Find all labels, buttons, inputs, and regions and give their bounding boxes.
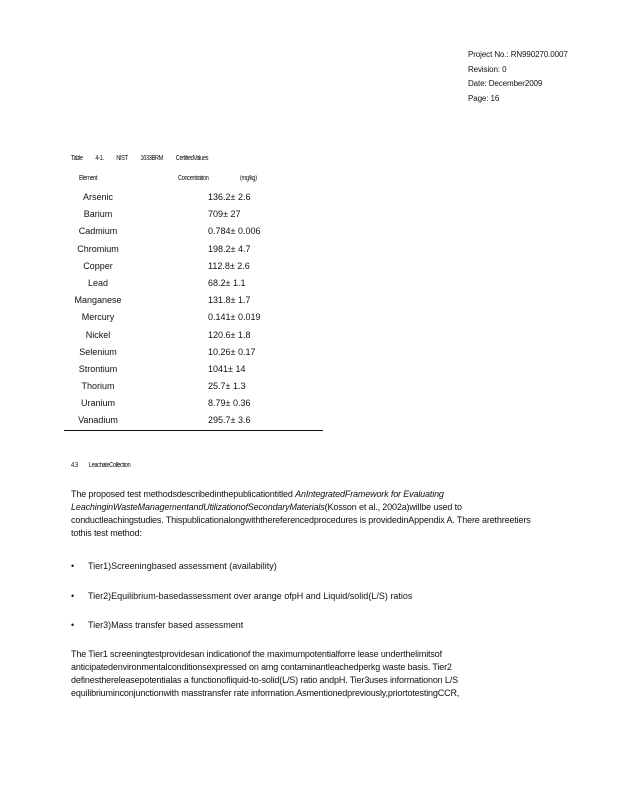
document-header [468, 48, 568, 106]
element-name: Chromium [77, 243, 119, 254]
element-value: 1041± 14 [208, 363, 246, 374]
element-value: 10.26± 0.17 [208, 346, 256, 357]
column-header-element: Element [79, 175, 98, 182]
caption-text-2: 1633BRM [140, 155, 164, 162]
element-value: 112.8± 2.6 [208, 260, 250, 271]
element-name: Strontium [78, 363, 118, 374]
element-value: 131.8± 1.7 [208, 295, 251, 306]
list-item-text: Tier2)Equilibrium-basedassessment over arange ofpH and Liquid/solid(L/S) ratios [88, 591, 413, 601]
element-name: Selenium [79, 346, 117, 357]
table-row [63, 396, 323, 413]
page-number: Page: 16 [468, 93, 500, 103]
table-row [63, 207, 323, 224]
element-value: 198.2± 4.7 [208, 243, 251, 254]
intro-text-1: The proposed test methodsdescribedinthepublicationtitled [71, 489, 296, 499]
table-bottom-rule [64, 430, 323, 431]
table-row [63, 310, 323, 327]
table-row [63, 362, 323, 379]
table-row [63, 224, 323, 241]
caption-text-3: CertifiedValues [175, 155, 209, 162]
element-value: 136.2± 2.6 [208, 192, 251, 202]
bullet-icon: • [71, 561, 75, 571]
element-value: 8.79± 0.36 [208, 398, 251, 409]
element-name: Lead [87, 277, 109, 288]
intro-paragraph [71, 488, 551, 540]
element-value: 0.141± 0.019 [208, 312, 261, 323]
table-row [63, 242, 323, 259]
table-row [63, 190, 323, 207]
element-name: Manganese [74, 295, 122, 306]
element-value: 68.2± 1.1 [208, 277, 246, 288]
table-row [63, 293, 323, 310]
list-item-text: Tier1)Screeningbased assessment (availability) [88, 561, 277, 571]
element-value: 709± 27 [208, 209, 241, 220]
element-name: Mercury [81, 312, 115, 323]
element-name: Thorium [81, 381, 115, 392]
section-heading [71, 462, 130, 469]
publication-title: AnIntegratedFramework for Evaluating LeachinginWasteManagementandUtilizationofSecondaryMaterials [71, 489, 444, 512]
caption-label: Table [71, 155, 83, 162]
table-row [63, 345, 323, 362]
table-row [63, 413, 323, 430]
element-value: 25.7± 1.3 [208, 381, 246, 392]
bullet-icon: • [71, 591, 75, 601]
list-item-text: Tier3)Mass transfer based assessment [88, 620, 244, 630]
element-name: Copper [83, 260, 113, 271]
table-row [63, 259, 323, 276]
date: Date: December2009 [468, 79, 543, 88]
table-row [63, 276, 323, 293]
caption-text-1: NIST [116, 155, 128, 162]
project-number: Project No.: RN990270.0007 [468, 50, 568, 59]
element-value: 0.784± 0.006 [208, 226, 261, 237]
section-title: LeachateCollection [88, 462, 131, 469]
list-item [71, 561, 277, 571]
element-name: Nickel [85, 329, 111, 340]
table-body [63, 190, 323, 431]
element-name: Barium [83, 209, 113, 220]
column-header-concentration: Concentration [178, 175, 209, 182]
intro-text-2: (Kosson et al., 2002a)willbe used to conductleachingstudies. Thispublicationalongwiththereferencedprocedures is providedinAppendix A. There arethreetiers tothis test method: [71, 502, 531, 538]
table-row [63, 328, 323, 345]
table-row [63, 379, 323, 396]
element-name: Vanadium [78, 415, 118, 426]
element-name: Cadmium [78, 226, 118, 237]
element-value: 120.6± 1.8 [208, 329, 251, 340]
table-caption [71, 155, 220, 162]
tier-description-paragraph: The Tier1 screeningtestprovidesan indicationof the maximumpotentialforre lease underthelimitsof anticipatedenvironmentalconditionsexpressed on amg contaminantleachedperkg waste basis. Tier2 definesthereleasepotentialas a functionofliquid-to-solid(L/S) ratio andpH. Tier3uses informationon L/S equilibriuminconjunctionwith masstransfer rate information.Asmentionedpreviously,priortotestingCCR, [71, 649, 460, 698]
element-name: Uranium [80, 398, 115, 409]
column-header-unit: (mg/kg) [240, 175, 257, 182]
element-value: 295.7± 3.6 [208, 415, 251, 426]
caption-number: 4-1. [95, 155, 104, 162]
element-name: Arsenic [82, 192, 113, 202]
section-number: 4.3 [71, 462, 78, 469]
list-item [71, 620, 243, 630]
bullet-icon: • [71, 620, 75, 630]
list-item [71, 591, 412, 601]
revision: Revision: 0 [468, 64, 507, 74]
